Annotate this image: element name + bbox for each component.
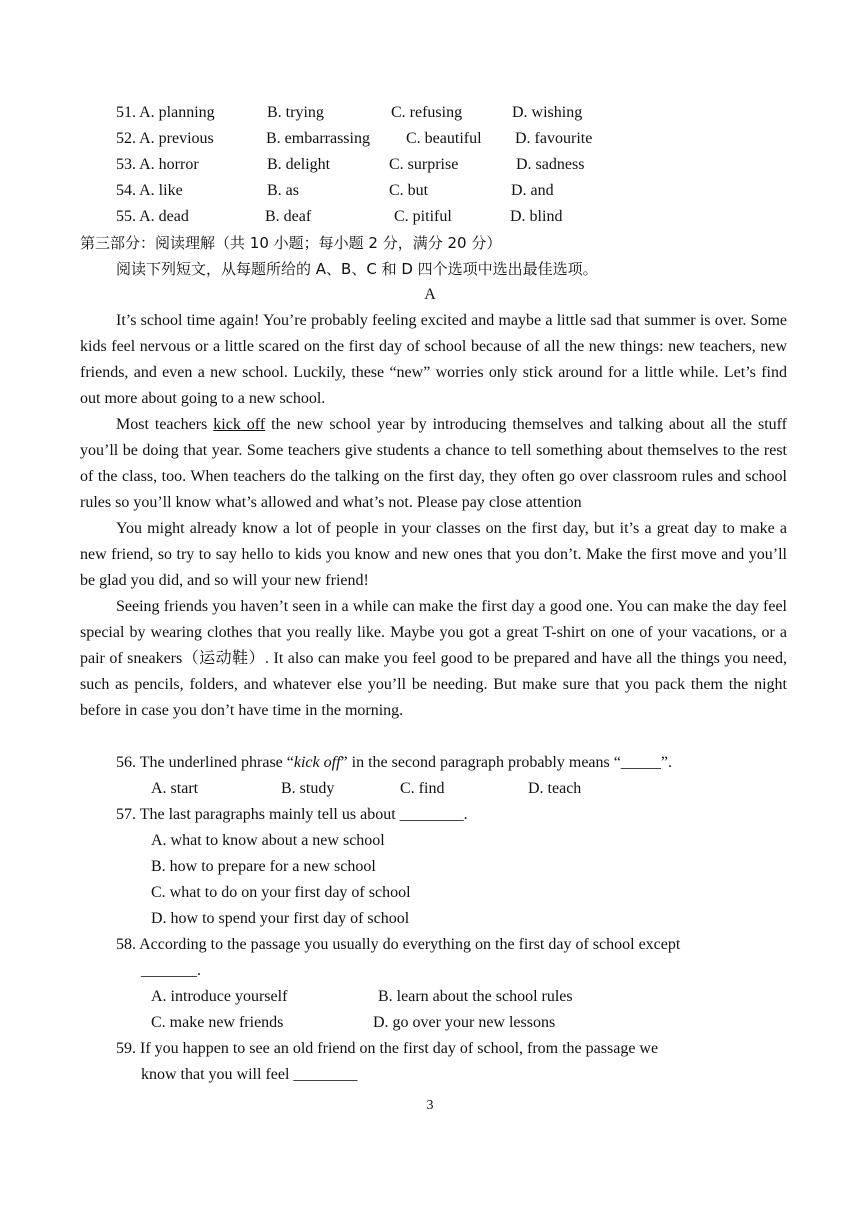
section-title: 第三部分：阅读理解（共 10 小题；每小题 2 分，满分 20 分） (80, 234, 502, 252)
question-57-option-b: B. how to prepare for a new school (151, 858, 376, 875)
option-53-a: 53. A. horror (116, 156, 199, 173)
q56-stem-rest: ” in the second paragraph probably means “_____”. (340, 754, 672, 771)
option-51-c: C. refusing (391, 104, 463, 121)
question-57-option-c: C. what to do on your first day of school (151, 884, 411, 901)
question-59-stem: 59. If you happen to see an old friend on the first day of school, from the passage we (116, 1040, 659, 1057)
question-56-option-b: B. study (281, 780, 335, 797)
option-53-b: B. delight (267, 156, 331, 173)
question-56-stem (116, 753, 672, 773)
question-58-option-a: A. introduce yourself (151, 988, 288, 1005)
option-54-d: D. and (511, 182, 554, 199)
passage-paragraph-3: You might already know a lot of people in your classes on the first day, but it’s a great day to make a new friend, so try to say hello to kids you know and new ones that you don’t. Make the first move and you’ll be glad you did, and so will your new friend! (80, 520, 787, 589)
section-instruction: 阅读下列短文，从每题所给的 A、B、C 和 D 四个选项中选出最佳选项。 (116, 260, 598, 278)
option-51-a: 51. A. planning (116, 104, 215, 121)
passage-paragraph-4: Seeing friends you haven’t seen in a while can make the first day a good one. You can make the day feel special by wearing clothes that you really like. Maybe you got a great T-shirt on one of your vacations, or a pair of sneakers（运动鞋）. It also can make you feel good to be prepared and have all the things you need, such as pencils, folders, and whatever else you’ll be needing. But make sure that you pack them the night before in case you don’t have time in the morning. (80, 598, 787, 719)
reading-passage (80, 308, 787, 724)
option-52-d: D. favourite (515, 130, 593, 147)
option-55-b: B. deaf (265, 208, 312, 225)
underlined-phrase: kick off (213, 416, 266, 433)
option-53-d: D. sadness (516, 156, 585, 173)
question-56-option-c: C. find (400, 780, 445, 797)
option-51-d: D. wishing (512, 104, 583, 121)
q56-stem-lead: 56. The underlined phrase “ (116, 754, 294, 771)
option-55-a: 55. A. dead (116, 208, 189, 225)
page-number: 3 (426, 1098, 434, 1113)
passage-paragraph-1: It’s school time again! You’re probably feeling excited and maybe a little sad that summer is over. Some kids feel nervous or a little scared on the first day of school because of all the new things: new teachers, new friends, and even a new school. Luckily, these “new” worries only stick around for a little while. Let’s find out more about going to a new school. (80, 312, 787, 407)
question-58-stem: 58. According to the passage you usually do everything on the first day of school except (116, 936, 681, 953)
q56-stem-italic: kick off (293, 754, 341, 771)
option-53-c: C. surprise (389, 156, 459, 173)
question-57-option-a: A. what to know about a new school (151, 832, 385, 849)
question-57-stem: 57. The last paragraphs mainly tell us about ________. (116, 806, 468, 823)
paragraph-2-lead: Most teachers (116, 416, 214, 433)
question-57-option-d: D. how to spend your first day of school (151, 910, 410, 927)
question-59-stem-continued: know that you will feel ________ (141, 1066, 358, 1083)
option-52-c: C. beautiful (406, 130, 482, 147)
paragraph-2-rest: the new school year by introducing themselves and talking about all the stuff you’ll be doing that year. Some teachers give students a chance to tell something about themselves to the rest of the class, too. When teachers do the talking on the first day, they often go over classroom rules and school rules so you’ll know what’s allowed and what’s not. Please pay close attention (80, 416, 788, 511)
option-54-b: B. as (267, 182, 299, 199)
question-58-stem-blank: _______. (141, 962, 201, 979)
question-58-option-d: D. go over your new lessons (373, 1014, 556, 1031)
question-58-option-c: C. make new friends (151, 1014, 284, 1031)
option-54-c: C. but (389, 182, 429, 199)
question-58-option-b: B. learn about the school rules (378, 988, 573, 1005)
option-55-d: D. blind (510, 208, 563, 225)
option-52-b: B. embarrassing (266, 130, 370, 147)
question-56-option-d: D. teach (528, 780, 582, 797)
question-56-option-a: A. start (151, 780, 199, 797)
passage-paragraph-2 (80, 412, 787, 516)
option-55-c: C. pitiful (394, 208, 452, 225)
option-51-b: B. trying (267, 104, 324, 121)
passage-label: A (424, 286, 436, 303)
option-54-a: 54. A. like (116, 182, 183, 199)
option-52-a: 52. A. previous (116, 130, 214, 147)
